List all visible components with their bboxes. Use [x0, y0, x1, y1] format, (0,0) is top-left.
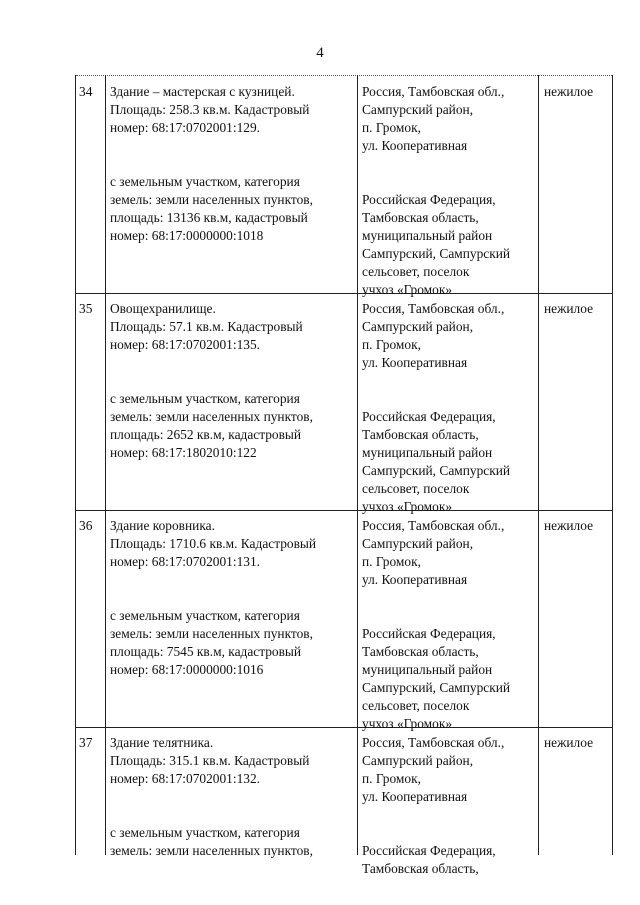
land-address-line: Российская Федерация, [362, 843, 496, 858]
description-line: номер: 68:17:0702001:132. [110, 771, 261, 786]
description-line: Площадь: 57.1 кв.м. Кадастровый [110, 319, 303, 334]
object-type: нежилое [544, 518, 594, 533]
property-table [75, 75, 613, 876]
object-type: нежилое [544, 84, 594, 99]
address-line: п. Громок, [362, 554, 421, 569]
address-line: Сампурский район, [362, 102, 474, 117]
land-line: площадь: 13136 кв.м, кадастровый [110, 210, 308, 225]
object-type: нежилое [544, 301, 594, 316]
land-line: с земельным участком, категория [110, 174, 300, 189]
table-row [76, 726, 612, 876]
object-type: нежилое [544, 735, 594, 750]
address-line: ул. Кооперативная [362, 572, 468, 587]
land-line: с земельным участком, категория [110, 825, 300, 840]
land-line: номер: 68:17:0000000:1016 [110, 662, 264, 677]
address-line: ул. Кооперативная [362, 355, 468, 370]
object-description [110, 517, 316, 679]
address-line: Россия, Тамбовская обл., [362, 301, 505, 316]
address-line: ул. Кооперативная [362, 138, 468, 153]
description-line: Здание – мастерская с кузницей. [110, 84, 295, 99]
description-line: Площадь: 258.3 кв.м. Кадастровый [110, 102, 310, 117]
land-line: с земельным участком, категория [110, 391, 300, 406]
description-line: номер: 68:17:0702001:135. [110, 337, 261, 352]
object-description [110, 300, 313, 462]
address-line: Россия, Тамбовская обл., [362, 518, 505, 533]
address-line: Сампурский район, [362, 536, 474, 551]
land-line: площадь: 2652 кв.м, кадастровый [110, 427, 302, 442]
land-line: площадь: 7545 кв.м, кадастровый [110, 644, 302, 659]
object-address [362, 300, 510, 516]
row-number: 35 [79, 301, 93, 316]
object-description [110, 734, 313, 860]
table-row [76, 75, 612, 297]
description-line: номер: 68:17:0702001:129. [110, 120, 261, 135]
land-address-line: сельсовет, поселок [362, 264, 470, 279]
description-line: Здание телятника. [110, 735, 214, 750]
land-address-line: Российская Федерация, [362, 409, 496, 424]
land-address-line: сельсовет, поселок [362, 481, 470, 496]
object-description [110, 83, 313, 245]
land-line: земель: земли населенных пунктов, [110, 626, 313, 641]
land-line: земель: земли населенных пунктов, [110, 843, 313, 858]
page-number: 4 [316, 45, 324, 61]
object-address [362, 83, 510, 299]
table-row [76, 509, 612, 731]
table-row [76, 292, 612, 514]
land-address-line: муниципальный район [362, 662, 493, 677]
land-address-line: Тамбовская область, [362, 427, 479, 442]
land-line: земель: земли населенных пунктов, [110, 409, 313, 424]
address-line: ул. Кооперативная [362, 789, 468, 804]
address-line: п. Громок, [362, 771, 421, 786]
land-address-line: учхоз «Громок» [362, 499, 453, 514]
land-address-line: учхоз «Громок» [362, 716, 453, 731]
land-address-line: Сампурский, Сампурский [362, 680, 511, 695]
row-number: 34 [79, 84, 93, 99]
description-line: Площадь: 315.1 кв.м. Кадастровый [110, 753, 310, 768]
land-line: с земельным участком, категория [110, 608, 300, 623]
address-line: п. Громок, [362, 337, 421, 352]
object-address [362, 517, 510, 733]
address-line: Россия, Тамбовская обл., [362, 735, 505, 750]
address-line: Сампурский район, [362, 753, 474, 768]
land-address-line: Сампурский, Сампурский [362, 463, 511, 478]
land-address-line: Тамбовская область, [362, 644, 479, 659]
land-address-line: Российская Федерация, [362, 626, 496, 641]
land-address-line: учхоз «Громок» [362, 282, 453, 297]
land-address-line: Тамбовская область, [362, 861, 479, 876]
address-line: Сампурский район, [362, 319, 474, 334]
address-line: п. Громок, [362, 120, 421, 135]
description-line: Овощехранилище. [110, 301, 216, 316]
land-line: номер: 68:17:1802010:122 [110, 445, 257, 460]
description-line: номер: 68:17:0702001:131. [110, 554, 261, 569]
object-address [362, 734, 504, 878]
land-line: номер: 68:17:0000000:1018 [110, 228, 264, 243]
land-line: земель: земли населенных пунктов, [110, 192, 313, 207]
land-address-line: сельсовет, поселок [362, 698, 470, 713]
row-number: 36 [79, 518, 93, 533]
description-line: Площадь: 1710.6 кв.м. Кадастровый [110, 536, 317, 551]
land-address-line: Сампурский, Сампурский [362, 246, 511, 261]
land-address-line: муниципальный район [362, 445, 493, 460]
row-number: 37 [79, 735, 93, 750]
description-line: Здание коровника. [110, 518, 215, 533]
address-line: Россия, Тамбовская обл., [362, 84, 505, 99]
land-address-line: муниципальный район [362, 228, 493, 243]
land-address-line: Российская Федерация, [362, 192, 496, 207]
land-address-line: Тамбовская область, [362, 210, 479, 225]
